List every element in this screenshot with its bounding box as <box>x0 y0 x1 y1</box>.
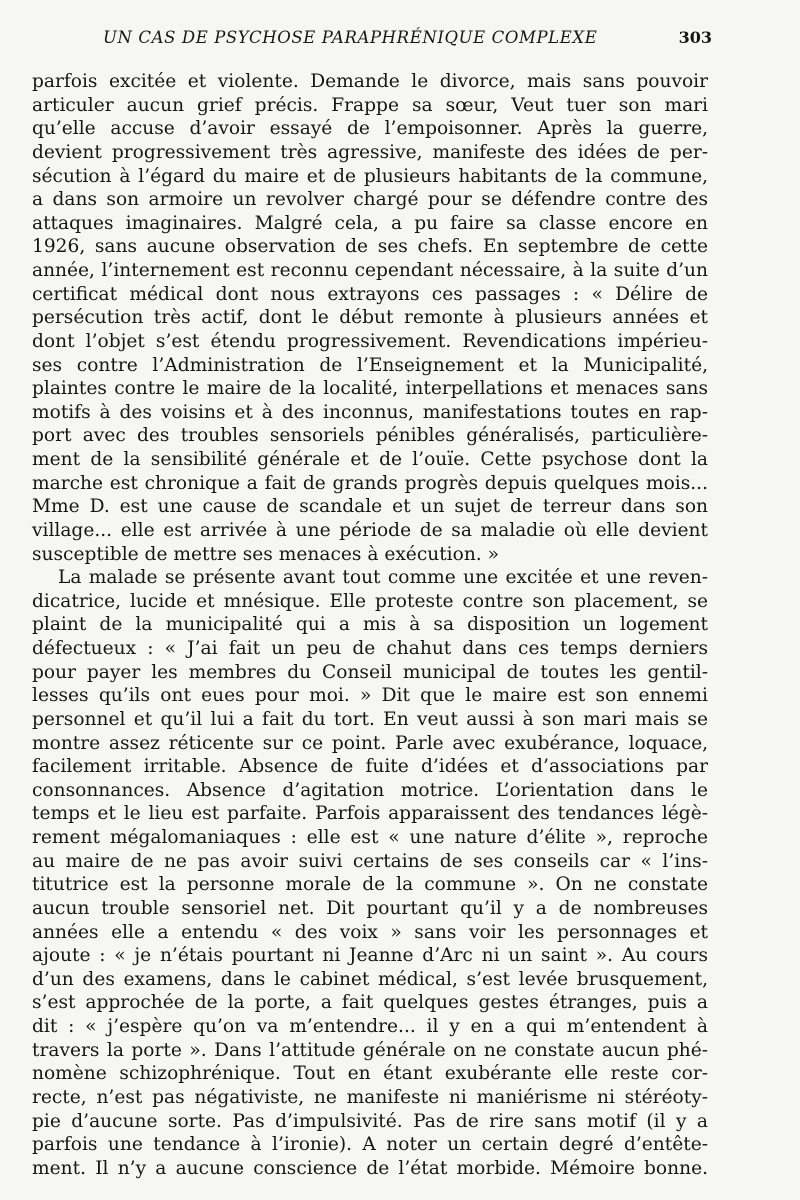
text-line: plaintes contre le maire de la localité, interpellations et menaces sans <box>32 378 708 400</box>
text-line: temps et le lieu est parfaite. Parfois apparaissent des tendances légè- <box>32 803 708 825</box>
paragraph-end-line: susceptible de mettre ses menaces à exécution. » <box>32 543 499 565</box>
text-line: parfois excitée et violente. Demande le divorce, mais sans pouvoir <box>32 71 708 92</box>
text-line: facilement irritable. Absence de fuite d’idées et d’associations par <box>32 756 708 778</box>
text-line: personnel et qu’il lui a fait du tort. En veut aussi à son mari mais se <box>32 708 708 730</box>
text-line: sécution à l’égard du maire et de plusieurs habitants de la commune, <box>32 165 708 187</box>
text-line: 1926, sans aucune observation de ses chefs. En septembre de cette <box>32 236 708 258</box>
text-line: travers la porte ». Dans l’attitude générale on ne constate aucun phé- <box>32 1039 708 1061</box>
text-line: village... elle est arrivée à une période de sa maladie où elle devient <box>32 519 708 541</box>
text-line: a dans son armoire un revolver chargé pour se défendre contre des <box>32 189 708 211</box>
text-line: motifs à des voisins et à des inconnus, manifestations toutes en rap- <box>32 401 708 423</box>
text-line: années elle a entendu « des voix » sans voir les personnages et <box>32 921 708 943</box>
page-header <box>32 28 712 52</box>
text-line: dont l’objet s’est étendu progressivement. Revendications impérieu- <box>32 330 708 352</box>
text-line: ment de la sensibilité générale et de l’ouïe. Cette psychose dont la <box>32 449 708 470</box>
text-line: dit : « j’espère qu’on va m’entendre... il y en a qui m’entendent à <box>32 1016 708 1037</box>
text-line: nomène schizophrénique. Tout en étant exubérante elle reste cor- <box>32 1063 708 1085</box>
paragraph-first-line: La malade se présente avant tout comme une excitée et une reven- <box>58 567 708 589</box>
text-line: parfois une tendance à l’ironie). A noter un certain degré d’entête- <box>32 1134 708 1156</box>
text-line: titutrice est la personne morale de la commune ». On ne constate <box>32 874 708 896</box>
text-line: année, l’internement est reconnu cependant nécessaire, à la suite d’un <box>32 260 708 281</box>
text-line: d’un des examens, dans le cabinet médical, s’est levée brusquement, <box>32 968 708 990</box>
text-line: plaint de la municipalité qui a mis à sa disposition un logement <box>32 614 708 636</box>
text-line: port avec des troubles sensoriels pénibles généralisés, particulière- <box>32 425 708 447</box>
text-line: devient progressivement très agressive, manifeste des idées de per- <box>32 141 708 163</box>
text-line: persécution très actif, dont le début remonte à plusieurs années et <box>32 307 708 329</box>
text-line: marche est chronique a fait de grands progrès depuis quelques mois... <box>32 472 708 494</box>
text-line: certificat médical dont nous extrayons ces passages : « Délire de <box>32 283 708 305</box>
text-line: Mme D. est une cause de scandale et un sujet de terreur dans son <box>32 496 708 518</box>
text-line: dicatrice, lucide et mnésique. Elle proteste contre son placement, se <box>32 590 708 612</box>
text-line: recte, n’est pas négativiste, ne manifeste ni maniérisme ni stéréoty- <box>32 1086 708 1108</box>
text-line: défectueux : « J’ai fait un peu de chahut dans ces temps derniers <box>32 638 708 659</box>
text-line: qu’elle accuse d’avoir essayé de l’empoisonner. Après la guerre, <box>32 118 708 140</box>
text-line: attaques imaginaires. Malgré cela, a pu faire sa classe encore en <box>32 212 708 234</box>
text-line: articuler aucun grief précis. Frappe sa sœur, Veut tuer son mari <box>32 94 708 116</box>
text-line: montre assez réticente sur ce point. Parle avec exubérance, loquace, <box>32 732 708 754</box>
text-line: ment. Il n’y a aucune conscience de l’état morbide. Mémoire bonne. <box>32 1157 708 1179</box>
text-line: au maire de ne pas avoir suivi certains de ses conseils car « l’ins- <box>32 850 708 872</box>
text-line: rement mégalomaniaques : elle est « une nature d’élite », reproche <box>32 827 708 848</box>
text-line: lesses qu’ils ont eues pour moi. » Dit que le maire est son ennemi <box>32 685 708 707</box>
text-line: pie d’aucune sorte. Pas d’impulsivité. Pas de rire sans motif (il y a <box>32 1110 708 1132</box>
page-number: 303 <box>678 28 712 47</box>
text-line: ajoute : « je n’étais pourtant ni Jeanne d’Arc ni un saint ». Au cours <box>32 945 708 967</box>
text-line: aucun trouble sensoriel net. Dit pourtant qu’il y a de nombreuses <box>32 897 708 919</box>
body-text <box>32 70 708 1180</box>
running-title: UN CAS DE PSYCHOSE PARAPHRÉNIQUE COMPLEXE <box>103 28 598 47</box>
text-line: s’est approchée de la porte, a fait quelques gestes étranges, puis a <box>32 992 708 1014</box>
text-line: ses contre l’Administration de l’Enseignement et la Municipalité, <box>32 354 708 376</box>
text-line: pour payer les membres du Conseil municipal de toutes les gentil- <box>32 661 708 683</box>
text-line: consonnances. Absence d’agitation motrice. L’orientation dans le <box>32 779 708 801</box>
